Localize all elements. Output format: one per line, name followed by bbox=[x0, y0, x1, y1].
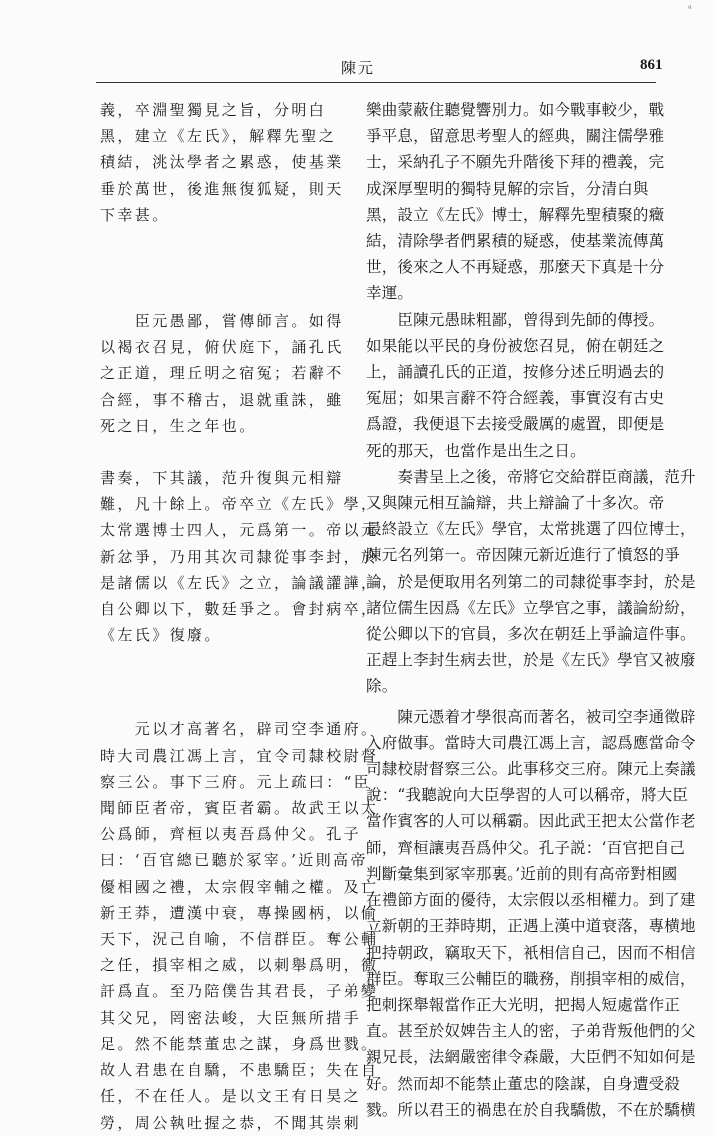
left-column-original-text bbox=[100, 97, 379, 1136]
corner-mark: ᵃ bbox=[688, 4, 692, 15]
right-paragraph-2: 臣陳元愚昧粗鄙，曾得到先師的傳授。 如果能以平民的身份被您召見，俯在朝廷之 上，誦讀孔氏的正道，按修分述丘明過去的 冤屈；如果言辭不符合經義，事實沒有古史 爲證，我便退下去接受嚴厲的處置，即便是 死的那天，也當作是出生之日。 bbox=[366, 310, 665, 460]
right-column-translation bbox=[366, 97, 696, 1123]
page-number: 861 bbox=[640, 57, 663, 73]
running-header-title: 陳元 bbox=[340, 59, 375, 77]
right-paragraph-4: 陳元憑着才學很高而著名，被司空李通徵辟 入府做事。當時大司農江馮上言，認爲應當命令 司隸校尉督察三公。此事移交三府。陳元上奏議 說：“我聽說向大臣學習的人可以稱帝，將大臣 當作賓客的人可以稱霸。因此武王把太公當作老 師，齊桓讓夷吾爲仲父。孔子説：‘百官把自己 判斷彙集到冢宰那裏。’近前的則有高帝對相國 在禮節方面的優待，太宗假以丞相權力。到了建 立新朝的王莽時期，正遇上漢中道衰落，專横地 把持朝政，竊取天下，衹相信自己，因而不相信 群臣。奪取三公輔臣的職務，削損宰相的威信， 把刺探舉報當作正大光明，把揭人短處當作正 直。甚至於奴婢告主人的密，子弟背叛他們的父 親兄長，法網嚴密律令森嚴，大臣們不知如何是 好。然而却不能禁止董忠的陰謀，自身遭受殺 戮。所以君王的禍患在於自我驕傲，不在於驕横 bbox=[366, 707, 696, 1119]
right-paragraph-3: 奏書呈上之後，帝將它交給群臣商議，范升 又與陳元相互論辯，共上辯論了十多次。帝 最終設立《左氏》學官，太常挑選了四位博士， 陳元名列第一。帝因陳元新近進行了憤怒的爭 論，於是便取用名列第二的司隸從事李封，於是 諸位儒生因爲《左氏》立學官之事，議論紛紛， 從公卿以下的官員，多次在朝廷上爭論這件事。 正趕上李封生病去世，於是《左氏》學官又被廢 除。 bbox=[366, 467, 696, 696]
left-paragraph-4: 元以才高著名，辟司空李通府。 時大司農江馮上言，宜令司隸校尉督 察三公。事下三府。元上疏曰：“臣 聞師臣者帝，賓臣者霸。故武王以太 公爲師，齊桓以夷吾爲仲父。孔子 曰：‘百官總已聽於冢宰。’近則高帝 優相國之禮，太宗假宰輔之權。及亡 新王莽，遭漢中衰，專操國柄，以偷 天下，況己自喻，不信群臣。奪公輔 之任，損宰相之威，以刺舉爲明，徼 訐爲直。至乃陪僕告其君長，子弟變 其父兄，罔密法峻，大臣無所措手 足。然不能禁董忠之謀，身爲世戮。 故人君患在自驕，不患驕臣；失在自 任，不在任人。是以文王有日昊之 勞，周公執吐握之恭，不聞其崇刺 bbox=[100, 720, 379, 1132]
left-paragraph-3: 書奏，下其議，范升復與元相辯 難，凡十餘上。帝卒立《左氏》學， 太常選博士四人，元爲第一。帝以元 新忿爭，乃用其次司隸從事李封，於 是諸儒以《左氏》之立，論議讙譁， 自公卿以下，數廷爭之。會封病卒， 《左氏》復廢。 bbox=[100, 469, 379, 645]
left-paragraph-1: 義，卒淵聖獨見之旨，分明白 黑，建立《左氏》，解釋先聖之 積結，洮汰學者之累惑，使基業 垂於萬世，後進無復狐疑，則天 下幸甚。 bbox=[100, 101, 344, 224]
right-paragraph-1: 樂曲蒙蔽住聽覺響別力。如今戰事較少，戰 爭平息，留意思考聖人的經典，關注儒學雅 士，采納孔子不願先升階後下拜的禮義，完 成深厚聖明的獨特見解的宗旨，分清白與 黑，設立《左氏》博士，解釋先聖積聚的癥 結，清除學者們累積的疑惑，使基業流傳萬 世，後來之人不再疑惑，那麼天下真是十分 幸運。 bbox=[366, 101, 665, 303]
left-paragraph-2: 臣元愚鄙，嘗傳師言。如得 以褐衣召見，俯伏庭下，誦孔氏 之正道，理丘明之宿冤；若辭不 合經，事不稽古，退就重誅，雖 死之日，生之年也。 bbox=[100, 312, 344, 435]
header-rule bbox=[96, 82, 656, 83]
